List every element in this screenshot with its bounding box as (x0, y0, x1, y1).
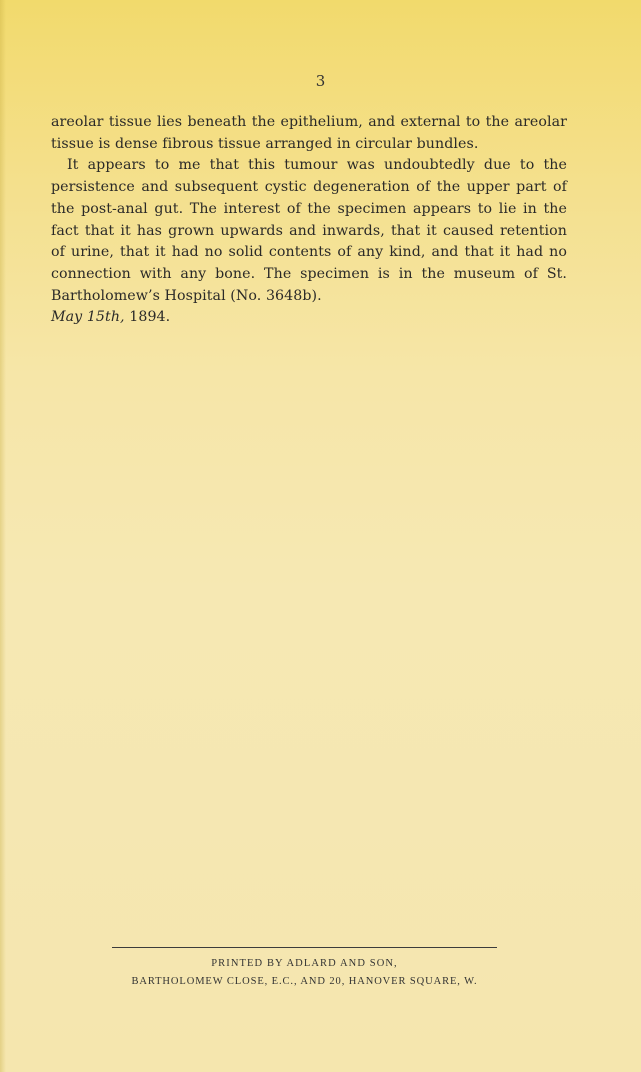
page-number: 3 (315, 72, 326, 90)
imprint-rule (112, 947, 497, 948)
imprint-address-line: BARTHOLOMEW CLOSE, E.C., AND 20, HANOVER SQUARE, W. (131, 976, 478, 987)
article-body (51, 112, 567, 329)
paragraph-2: It appears to me that this tumour was undoubtedly due to the persistence and subsequent cystic degeneration of the upper part of the post-anal gut. The interest of the specimen appears to lie in the fact that it has grown upwards and inwards, that it caused retention of urine, that it had no solid contents of any kind, and that it had no connection with any bone. The specimen is in the museum of St. Bartholomew’s Hospital (No. 3648b). (51, 157, 567, 304)
date-line (51, 307, 567, 329)
date-year: 1894. (129, 309, 171, 326)
printer-imprint (112, 947, 497, 987)
date-month-day: May 15th, (51, 309, 125, 326)
imprint-printer-line: PRINTED BY ADLARD AND SON, (211, 958, 398, 969)
paragraph-1: areolar tissue lies beneath the epithelium, and external to the areolar tissue is dense fibrous tissue arranged in circular bundles. (51, 114, 567, 152)
page-edge (0, 0, 6, 1072)
